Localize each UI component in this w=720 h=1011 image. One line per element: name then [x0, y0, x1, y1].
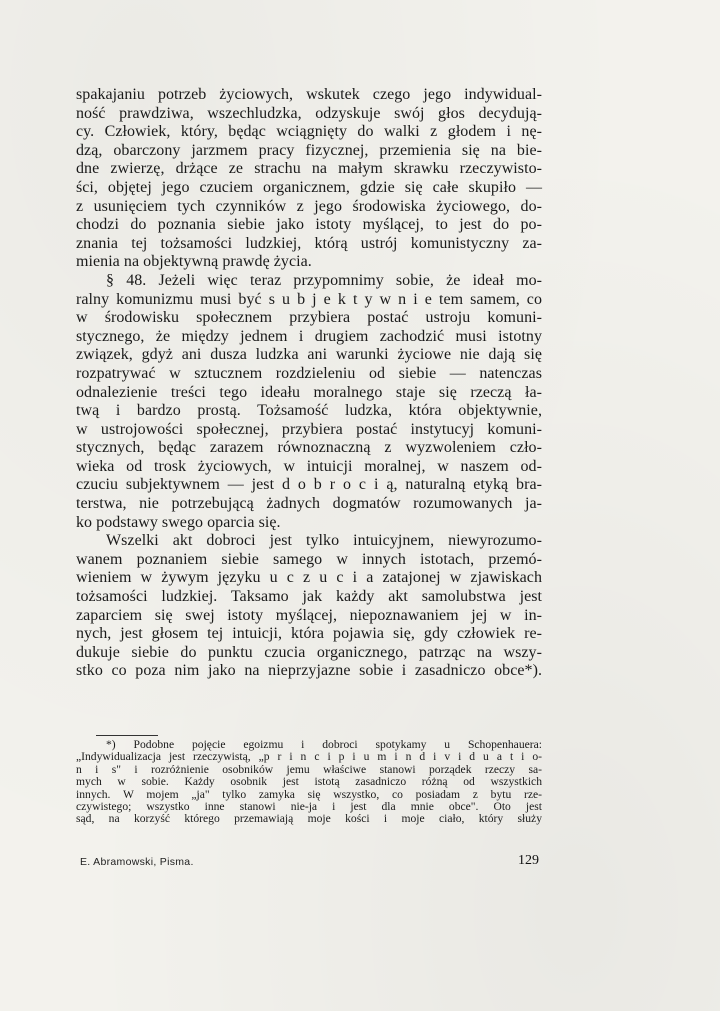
text-line: zaparciem się swej istoty myślącej, niepoznawaniem jej w in- — [76, 606, 542, 624]
text-line: w środowisku społecznem przybiera postać ustroju komuni- — [76, 309, 542, 327]
text-line: dukuje siebie do punktu czucia organicznego, patrząc na wszy- — [76, 643, 542, 661]
footnote-block — [76, 739, 542, 826]
text-line: odnalezienie treści tego ideału moralnego staje się rzeczą ła- — [76, 383, 542, 401]
text-line: dzą, obarczony jarzmem pracy fizycznej, przemienia się na bie- — [76, 141, 542, 159]
text-line: ralny komunizmu musi być s u b j e k t y w n i e tem samem, co — [76, 290, 542, 308]
text-line: wanem poznaniem siebie samego w innych istotach, przemó- — [76, 550, 542, 568]
text-line: stko co poza nim jako na nieprzyjazne sobie i zasadniczo obce*). — [76, 662, 542, 680]
footnote-line: *) Podobne pojęcie egoizmu i dobroci spotykamy u Schopenhauera: — [106, 738, 542, 751]
text-line: wieka od trosk życiowych, w intuicji moralnej, w naszem od- — [76, 457, 542, 475]
main-text-block — [76, 86, 542, 681]
text-line: w ustrojowości społecznej, przybiera postać instytucyj komuni- — [76, 420, 542, 438]
text-line: terstwa, nie potrzebującą żadnych dogmatów rozumowanych ja- — [76, 495, 542, 513]
text-line: chodzi do poznania siebie jako istoty myślącej, to jest do po- — [76, 216, 542, 234]
text-line: związek, gdyż ani dusza ludzka ani warunki życiowe nie dają się — [76, 346, 542, 364]
text-line: nych, jest głosem tej intuicji, która pojawia się, gdy człowiek re- — [76, 625, 542, 643]
text-line: stycznego, że między jednem i drugiem zachodzić musi istotny — [76, 327, 542, 345]
text-line: tożsamości ludzkiej. Taksamo jak każdy akt samolubstwa jest — [76, 588, 542, 606]
text-line: znania tej tożsamości ludzkiej, którą ustrój komunistyczny za- — [76, 234, 542, 252]
text-line: ko podstawy swego oparcia się. — [76, 513, 281, 531]
text-line: z usunięciem tych czynników z jego środowiska życiowego, do- — [76, 197, 542, 215]
text-line: stycznych, będąc zarazem równoznaczną z wyzwoleniem czło- — [76, 439, 542, 457]
text-line: § 48. Jeżeli więc teraz przypomnimy sobie, że ideał mo- — [106, 271, 542, 289]
text-line: czuciu subjektywnem — jest d o b r o c i ą, naturalną etyką bra- — [76, 476, 542, 494]
text-line: spakajaniu potrzeb życiowych, wskutek czego jego indywidual- — [76, 86, 542, 103]
text-line: mienia na objektywną prawdę życia. — [76, 253, 312, 271]
text-line: dne zwierzę, drżące ze strachu na małym skrawku rzeczywisto- — [76, 160, 542, 178]
text-line: ści, objętej jego czuciem organicznem, gdzie się całe skupiło — — [76, 178, 542, 196]
text-line: wieniem w żywym języku u c z u c i a zatajonej w zjawiskach — [76, 569, 542, 587]
text-line: twą i bardzo prostą. Tożsamość ludzka, która objektywnie, — [76, 402, 542, 420]
text-line: rozpatrywać w sztucznem rozdzieleniu od siebie — natenczas — [76, 364, 542, 382]
footnote-line: n i s" i rozróżnienie osobników jemu właściwe stanowi porządek rzeczy sa- — [76, 762, 542, 776]
page-number: 129 — [518, 853, 539, 868]
footnote-line: czywistego; wszystko inne stanowi nie-ja i jest dla mnie obce". Oto jest — [76, 799, 542, 813]
footnote-line: „Indywidualizacja jest rzeczywistą, „p r i n c i p i u m i n d i v i d u a t i o- — [76, 750, 542, 764]
text-line: Wszelki akt dobroci jest tylko intuicyjnem, niewyrozumo- — [106, 532, 542, 550]
text-line: cy. Człowiek, który, będąc wciągnięty do walki z głodem i nę- — [76, 123, 542, 141]
printer-signature: E. Abramowski, Pisma. — [80, 856, 194, 868]
footnote-separator — [96, 735, 158, 736]
text-line: ność prawdziwa, wszechludzka, odzyskuje swój głos decydują- — [76, 104, 542, 122]
footnote-line: mych w sobie. Każdy osobnik jest istotą zasadniczo różną od wszystkich — [76, 775, 542, 789]
footnote-line: innych. W mojem „ja" tylko zamyka się wszystko, co posiadam z bytu rze- — [76, 787, 542, 801]
footnote-line: sąd, na korzyść którego przemawiają moje kości i moje ciało, który służy — [76, 812, 542, 826]
